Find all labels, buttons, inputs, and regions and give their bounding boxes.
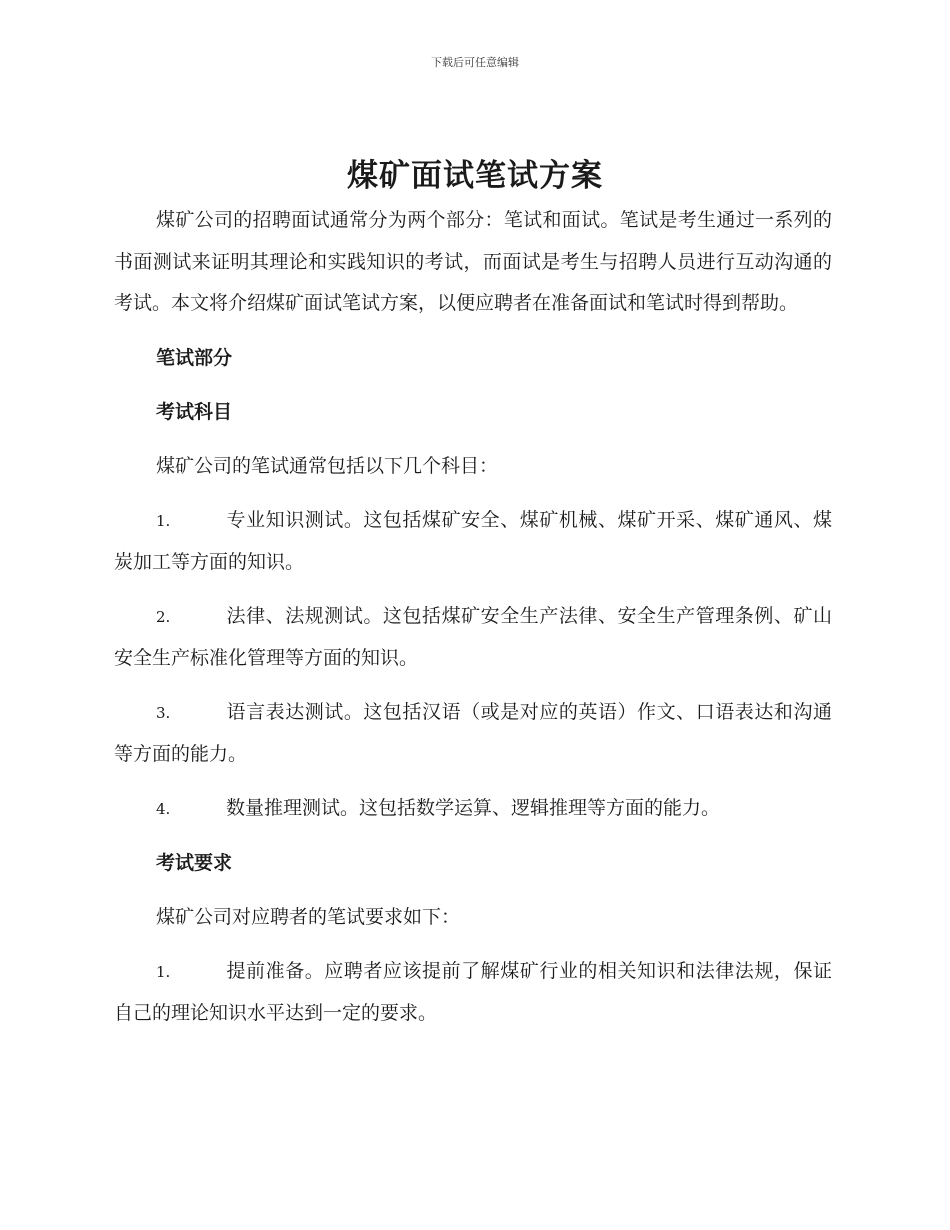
list-item-number: 4. [156,799,171,818]
list-item-text: 提前准备。应聘者应该提前了解煤矿行业的相关知识和法律法规，保证自己的理论知识水平达到一定的要求。 [114,959,832,1024]
section-heading-written-exam: 笔试部分 [156,346,233,369]
document-body [114,200,832,1034]
list-item [114,951,832,1034]
list-item-number: 3. [156,703,171,722]
list-item-number: 1. [156,511,171,530]
list-item-text: 专业知识测试。这包括煤矿安全、煤矿机械、煤矿开采、煤矿通风、煤炭加工等方面的知识。 [114,508,832,573]
subheading-exam-subjects: 考试科目 [156,400,233,423]
list-item-text: 数量推理测试。这包括数学运算、逻辑推理等方面的能力。 [226,796,721,819]
list-item-text: 语言表达测试。这包括汉语（或是对应的英语）作文、口语表达和沟通等方面的能力。 [114,700,832,765]
list-item [114,692,832,775]
list-item-number: 2. [156,607,171,626]
subjects-lead-paragraph: 煤矿公司的笔试通常包括以下几个科目： [156,454,499,477]
list-item-number: 1. [156,962,171,981]
page-header: 下载后可任意编辑 [431,56,519,69]
requirements-lead-paragraph: 煤矿公司对应聘者的笔试要求如下： [156,905,461,928]
list-item [114,788,832,830]
list-item-text: 法律、法规测试。这包括煤矿安全生产法律、安全生产管理条例、矿山安全生产标准化管理等方面的知识。 [114,604,832,669]
list-item [114,596,832,679]
list-item [114,500,832,583]
subheading-exam-requirements: 考试要求 [156,851,233,874]
intro-paragraph: 煤矿公司的招聘面试通常分为两个部分：笔试和面试。笔试是考生通过一系列的书面测试来证明其理论和实践知识的考试，而面试是考生与招聘人员进行互动沟通的考试。本文将介绍煤矿面试笔试方案，以便应聘者在准备面试和笔试时得到帮助。 [114,209,832,314]
document-title: 煤矿面试笔试方案 [347,158,603,194]
